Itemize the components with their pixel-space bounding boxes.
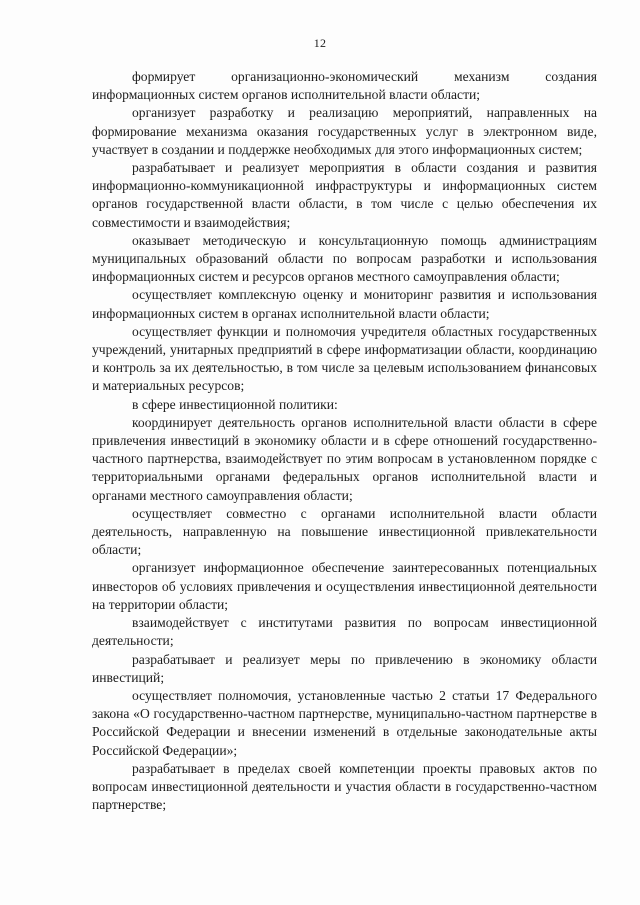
paragraph: осуществляет полномочия, установленные частью 2 статьи 17 Федерального закона «О государственно-частном партнерстве, муниципально-частном партнерстве в Российской Федерации и внесении изменений в отдельные законодательные акты Российской Федерации»; — [92, 687, 597, 758]
paragraph: разрабатывает и реализует мероприятия в области создания и развития информационно-коммуникационной инфраструктуры и информационных систем органов государственной власти области, в том числе с целью обеспечения их совместимости и взаимодействия; — [92, 160, 597, 230]
paragraph: разрабатывает в пределах своей компетенции проекты правовых актов по вопросам инвестиционной деятельности и участия области в государственно-частном партнерстве; — [92, 760, 597, 813]
paragraph: формирует организационно-экономический механизм создания информационных систем органов исполнительной власти области; — [92, 69, 597, 103]
page-number: 12 — [313, 36, 327, 50]
paragraph: оказывает методическую и консультационную помощь администрациям муниципальных образований области по вопросам разработки и использования информационных систем и ресурсов органов местного самоуправления области; — [92, 232, 597, 285]
section-heading: в сфере инвестиционной политики: — [132, 396, 338, 412]
paragraph: организует разработку и реализацию мероприятий, направленных на формирование механизма оказания государственных услуг в электронном виде, участвует в создании и поддержке необходимых для этого информационных систем; — [92, 105, 597, 157]
paragraph: координирует деятельность органов исполнительной власти области в сфере привлечения инвестиций в экономику области и в сфере отношений государственно-частного партнерства, взаимодействует по этим вопросам в установленном порядке с территориальными органами федеральных органов исполнительной власти и органами местного самоуправления области; — [92, 414, 597, 503]
paragraph: осуществляет комплексную оценку и мониторинг развития и использования информационных систем в органах исполнительной власти области; — [92, 287, 597, 321]
paragraph: разрабатывает и реализует меры по привлечению в экономику области инвестиций; — [92, 651, 597, 685]
paragraph: осуществляет совместно с органами исполнительной власти области деятельность, направленную на повышение инвестиционной привлекательности области; — [92, 505, 597, 558]
paragraph: организует информационное обеспечение заинтересованных потенциальных инвесторов об условиях привлечения и осуществления инвестиционной деятельности на территории области; — [92, 560, 597, 612]
paragraph: взаимодействует с институтами развития по вопросам инвестиционной деятельности; — [92, 615, 597, 649]
paragraph: осуществляет функции и полномочия учредителя областных государственных учреждений, унитарных предприятий в сфере информатизации области, координацию и контроль за их деятельностью, в том числе за целевым использованием финансовых и материальных ресурсов; — [92, 323, 597, 394]
document-body — [92, 68, 597, 814]
